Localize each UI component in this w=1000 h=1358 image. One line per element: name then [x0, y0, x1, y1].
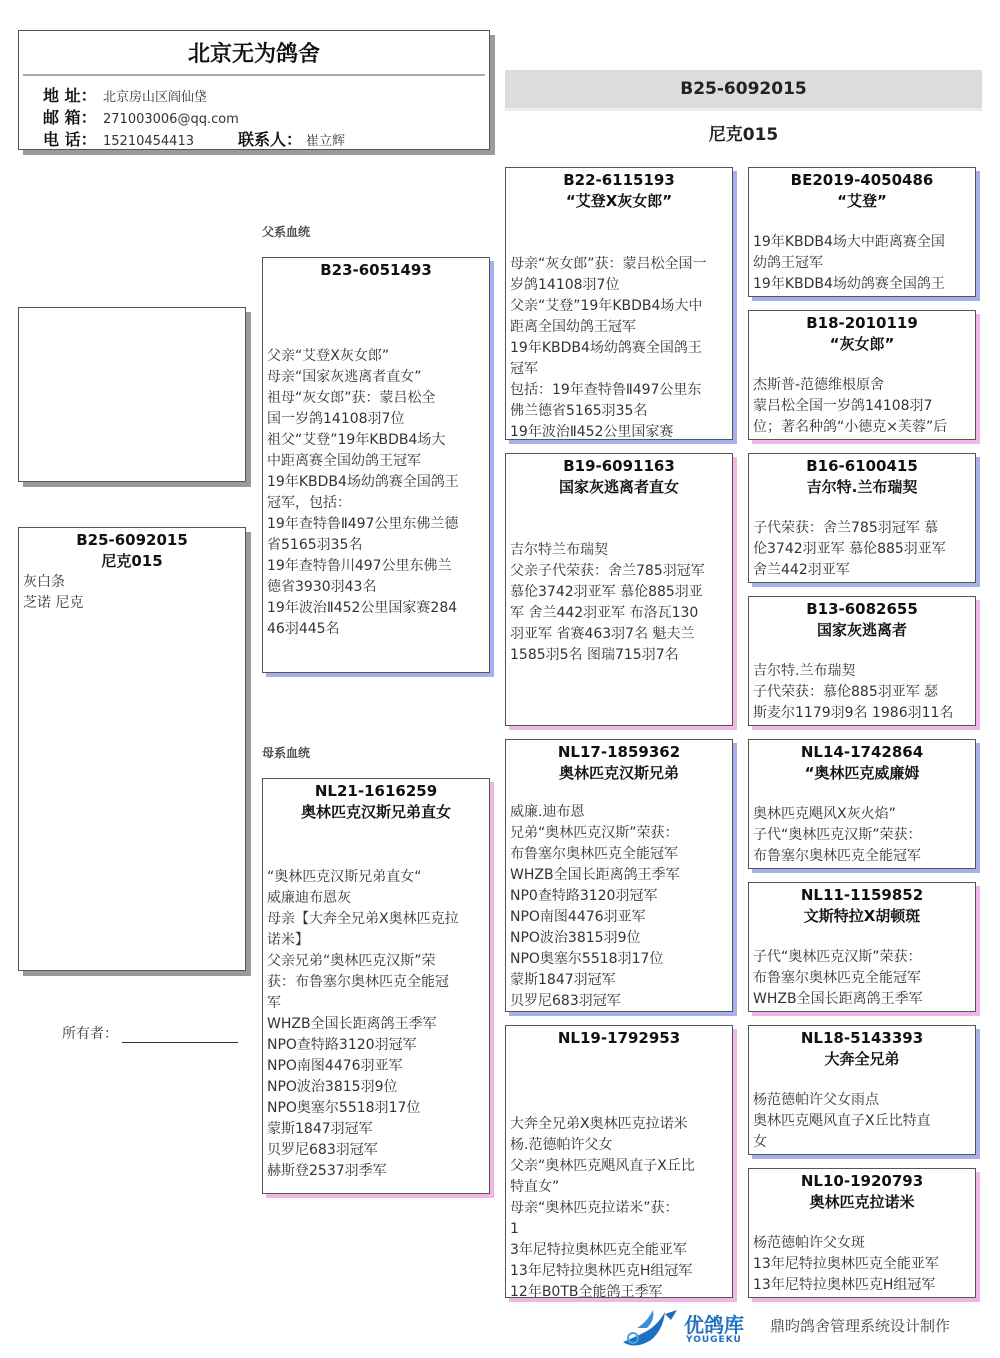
desc-line: WHZB全国长距离鸽王季军 — [753, 991, 923, 1007]
sire-name — [263, 280, 489, 346]
desc-line: 1585羽5名 图瑞715羽7名 — [510, 647, 679, 663]
desc-line: 13年尼特拉奥林匹克H组冠军 — [510, 1263, 693, 1279]
grandsire-dam-card — [505, 739, 733, 1012]
desc-line: 布鲁塞尔奥林匹克全能冠军 — [510, 846, 678, 862]
desc-line: 德省3930羽43名 — [267, 579, 377, 595]
contact-label: 联系人： — [237, 130, 302, 149]
ggp-card-4 — [748, 596, 976, 726]
ggp-name: 吉尔特.兰布瑞契 — [806, 478, 918, 496]
footer-credit: 鼎昀鸽舍管理系统设计制作 — [770, 1317, 951, 1335]
owner-field — [62, 1023, 238, 1043]
brand-name-en: YOUGEKU — [686, 1335, 742, 1345]
desc-line: 岁鸽14108羽7位 — [510, 277, 620, 293]
ggp-name: 奥林匹克拉诺米 — [809, 1193, 915, 1211]
gp-desc — [506, 802, 732, 1012]
desc-line: “奥林匹克汉斯兄弟直女“ — [267, 869, 422, 885]
loft-info-card — [18, 30, 490, 150]
phone-label: 电 话： — [43, 130, 97, 149]
desc-line: 奥林匹克飓风X灰火焰” — [753, 806, 896, 822]
ggp-name: “奥林匹克威廉姆 — [804, 764, 920, 782]
ggp-ring: NL14-1742864 — [800, 743, 924, 761]
photo-placeholder — [18, 307, 246, 482]
desc-line: 19年KBDB4场幼鸽赛全国鸽王 — [753, 276, 945, 292]
ggp-desc — [749, 1233, 975, 1296]
desc-line: 母亲“奥林匹克拉诺米”获： — [510, 1200, 679, 1216]
ggp-ring: NL10-1920793 — [800, 1172, 924, 1190]
owner-label: 所有者： — [62, 1026, 118, 1042]
desc-line: 19年KBDB4场幼鸽赛全国鸽王 — [510, 340, 702, 356]
dam-desc — [263, 867, 489, 1182]
desc-line: WHZB全国长距离鸽王季军 — [267, 1016, 437, 1032]
gp-name: 国家灰逃离者直女 — [558, 478, 679, 496]
desc-line: 父亲“奥林匹克飓风直子X丘比 — [510, 1158, 695, 1174]
desc-line: NPO奥塞尔5518羽17位 — [510, 951, 664, 967]
contact-value: 崔立辉 — [306, 134, 346, 149]
desc-line: 杨.范德帕许父女 — [510, 1137, 613, 1153]
desc-line: 奥林匹克飓风直子X丘比特直 — [753, 1113, 931, 1129]
desc-line: 父亲兄弟“奥林匹克汉斯”荣 — [267, 953, 436, 969]
desc-line: NPO查特路3120羽冠军 — [267, 1037, 417, 1053]
desc-line: 贝罗尼683羽冠军 — [267, 1142, 378, 1158]
gp-desc — [506, 254, 732, 440]
desc-line: 女 — [753, 1134, 767, 1150]
desc-line: 父亲“艾登”19年KBDB4场大中 — [510, 298, 703, 314]
ggp-name: 大奔全兄弟 — [824, 1050, 900, 1068]
desc-line: 舍兰442羽亚军 — [753, 562, 850, 578]
desc-line: 13年尼特拉奥林匹克全能亚军 — [753, 1256, 939, 1272]
desc-line: 特直女” — [510, 1179, 560, 1195]
desc-line: 获：布鲁塞尔奥林匹克全能冠 — [267, 974, 449, 990]
desc-line: WHZB全国长距离鸽王季军 — [510, 867, 680, 883]
sire-line-label: 父系血统 — [262, 225, 311, 239]
desc-line: 母亲“灰女郎”获：蒙吕松全国一 — [510, 256, 707, 272]
ggp-desc — [749, 518, 975, 581]
desc-line: 省5165羽35名 — [267, 537, 363, 553]
desc-line: 布鲁塞尔奥林匹克全能冠军 — [753, 970, 921, 986]
brand-logo-icon — [617, 1306, 683, 1350]
desc-line: 国一岁鸽14108羽7位 — [267, 411, 405, 427]
desc-line: 12年B0TB全能鸽王季军 — [510, 1284, 663, 1298]
gp-ring: B19-6091163 — [563, 457, 675, 475]
desc-line: 幼鸽王冠军 — [753, 255, 823, 271]
desc-line: 贝罗尼683羽冠军 — [510, 993, 621, 1009]
ggp-card-1 — [748, 167, 976, 297]
desc-line: 蒙吕松全国一岁鸽14108羽7 — [753, 398, 933, 414]
desc-line: 斯麦尔1179羽9名 1986羽11名 — [753, 705, 954, 721]
ggp-ring: B13-6082655 — [806, 600, 918, 618]
desc-line: 19年波治Ⅱ452公里国家赛284 — [267, 600, 458, 616]
ggp-card-3 — [748, 453, 976, 583]
desc-line: 19年查特鲁Ⅱ497公里东佛兰德 — [267, 516, 459, 532]
subject-card-name: 尼克015 — [101, 552, 163, 570]
desc-line: 位；著名种鸽“小德克×芙蓉”后 — [753, 419, 948, 435]
address-row — [43, 83, 207, 106]
desc-line: 1 — [510, 1221, 519, 1237]
desc-line: NP0查特路3120羽冠军 — [510, 888, 658, 904]
desc-line: 父亲“艾登X灰女郎” — [267, 348, 390, 364]
desc-line: 冠军，包括： — [267, 495, 351, 511]
desc-line: 军 舍兰442羽亚军 布洛瓦130 — [510, 605, 699, 621]
desc-line: 吉尔特兰布瑞契 — [510, 542, 608, 558]
dam-name: 奥林匹克汉斯兄弟直女 — [300, 803, 451, 821]
desc-line: NPO南图4476羽亚军 — [510, 909, 646, 925]
desc-line: 子代“奥林匹克汉斯”荣获： — [753, 827, 922, 843]
ggp-desc — [749, 375, 975, 438]
ggp-name: “艾登” — [837, 192, 887, 210]
desc-line: 19年KBDB4场幼鸽赛全国鸽王 — [267, 474, 459, 490]
desc-line: 中距离赛全国幼鸽王冠军 — [267, 453, 421, 469]
gp-ring: NL19-1792953 — [557, 1029, 681, 1047]
desc-line: 子代“奥林匹克汉斯”荣获： — [753, 949, 922, 965]
gp-name: “艾登X灰女郎” — [565, 192, 673, 210]
ggp-desc — [749, 661, 975, 724]
desc-line: 威廉迪布恩灰 — [267, 890, 351, 906]
ggp-card-5 — [748, 739, 976, 869]
gp-name — [506, 1048, 732, 1114]
ggp-name: 文斯特拉X胡顿斑 — [803, 907, 921, 925]
desc-line: 13年尼特拉奥林匹克H组冠军 — [753, 1277, 936, 1293]
desc-line: 诺米】 — [267, 932, 309, 948]
desc-line: 祖母“灰女郎”获：蒙吕松全 — [267, 390, 436, 406]
sire-desc — [263, 346, 489, 640]
subject-card-desc — [19, 572, 245, 614]
granddam-sire-card — [505, 453, 733, 726]
desc-line: 吉尔特.兰布瑞契 — [753, 663, 856, 679]
ggp-desc — [749, 1090, 975, 1153]
desc-line: 灰白条 — [23, 574, 65, 590]
address-value: 北京房山区阎仙垡 — [103, 90, 208, 105]
ggp-desc — [749, 947, 975, 1010]
email-label: 邮 箱： — [43, 108, 97, 127]
desc-line: 19年KBDB4场大中距离赛全国 — [753, 234, 945, 250]
desc-line: 冠军 — [510, 361, 538, 377]
subject-name-header: 尼克015 — [708, 125, 779, 145]
desc-line: NPO奥塞尔5518羽17位 — [267, 1100, 421, 1116]
ggp-card-6 — [748, 882, 976, 1012]
desc-line: 19年查特鲁川497公里东佛兰 — [267, 558, 452, 574]
sire-card — [262, 257, 490, 673]
email-value: 271003006@qq.com — [103, 112, 239, 127]
ggp-desc — [749, 804, 975, 867]
desc-line: 祖父“艾登”19年KBDB4场大 — [267, 432, 446, 448]
brand-name: 优鸽库 — [684, 1313, 744, 1337]
desc-line: 布鲁塞尔奥林匹克全能冠军 — [753, 848, 921, 864]
desc-line: 母亲“国家灰逃离者直女” — [267, 369, 422, 385]
subject-ring-header: B25-6092015 — [505, 70, 982, 111]
gp-desc — [506, 540, 732, 666]
desc-line: 距离全国幼鸽王冠军 — [510, 319, 636, 335]
desc-line: 兄弟“奥林匹克汉斯”荣获： — [510, 825, 679, 841]
subject-card — [18, 527, 246, 971]
dam-line-label: 母系血统 — [262, 746, 311, 760]
phone-row — [43, 127, 345, 150]
desc-line: 包括：19年查特鲁Ⅱ497公里东 — [510, 382, 702, 398]
gp-name: 奥林匹克汉斯兄弟 — [558, 764, 679, 782]
desc-line: 赫斯登2537羽季军 — [267, 1163, 387, 1179]
ggp-name: “灰女郎” — [829, 335, 895, 353]
divider — [23, 74, 485, 76]
owner-signature-line — [122, 1028, 238, 1043]
desc-line: 46羽445名 — [267, 621, 340, 637]
ggp-card-8 — [748, 1168, 976, 1298]
grandsire-sire-card — [505, 167, 733, 440]
desc-line: 蒙斯1847羽冠军 — [267, 1121, 373, 1137]
ggp-desc — [749, 232, 975, 295]
desc-line: NPO波治3815羽9位 — [267, 1079, 398, 1095]
desc-line: 佛兰德省5165羽35名 — [510, 403, 648, 419]
subject-card-ring: B25-6092015 — [76, 531, 188, 549]
desc-line: 杨范德帕许父女斑 — [753, 1235, 865, 1251]
ggp-ring: BE2019-4050486 — [790, 171, 934, 189]
desc-line: 伦3742羽亚军 慕伦885羽亚军 — [753, 541, 946, 557]
desc-line: 母亲【大奔全兄弟X奥林匹克拉 — [267, 911, 459, 927]
desc-line: 军 — [267, 995, 281, 1011]
ggp-ring: B16-6100415 — [806, 457, 918, 475]
desc-line: 蒙斯1847羽冠军 — [510, 972, 616, 988]
gp-ring: NL17-1859362 — [557, 743, 681, 761]
desc-line: 羽亚军 省赛463羽7名 魁夫兰 — [510, 626, 695, 642]
dam-ring: NL21-1616259 — [314, 782, 438, 800]
desc-line: 威廉.迪布恩 — [510, 804, 585, 820]
address-label: 地 址： — [43, 86, 97, 105]
gp-ring: B22-6115193 — [563, 171, 675, 189]
desc-line: 19年波治Ⅱ452公里国家赛 — [510, 424, 674, 440]
desc-line: 大奔全兄弟X奥林匹克拉诺米 — [510, 1116, 688, 1132]
ggp-card-7 — [748, 1025, 976, 1155]
desc-line: 芝诺 尼克 — [23, 595, 84, 611]
sire-ring: B23-6051493 — [320, 261, 432, 279]
desc-line: NPO南图4476羽亚军 — [267, 1058, 403, 1074]
gp-desc — [506, 1114, 732, 1298]
ggp-name: 国家灰逃离者 — [816, 621, 907, 639]
ggp-ring: NL18-5143393 — [800, 1029, 924, 1047]
desc-line: NPO波治3815羽9位 — [510, 930, 641, 946]
granddam-dam-card — [505, 1025, 733, 1298]
dam-card — [262, 778, 490, 1194]
loft-title: 北京无为鸽舍 — [187, 42, 320, 67]
desc-line: 子代荣获：慕伦885羽亚军 瑟 — [753, 684, 939, 700]
desc-line: 慕伦3742羽亚军 慕伦885羽亚 — [510, 584, 703, 600]
ggp-card-2 — [748, 310, 976, 440]
desc-line: 3年尼特拉奥林匹克全能亚军 — [510, 1242, 687, 1258]
ggp-ring: NL11-1159852 — [800, 886, 924, 904]
desc-line: 父亲子代荣获：舍兰785羽冠军 — [510, 563, 705, 579]
desc-line: 杨范德帕许父女雨点 — [753, 1092, 879, 1108]
desc-line: 杰斯普-范德维根原舍 — [753, 377, 885, 393]
phone-value: 15210454413 — [103, 134, 194, 149]
desc-line: 子代荣获：舍兰785羽冠军 慕 — [753, 520, 939, 536]
ggp-ring: B18-2010119 — [806, 314, 918, 332]
email-row — [43, 105, 239, 128]
